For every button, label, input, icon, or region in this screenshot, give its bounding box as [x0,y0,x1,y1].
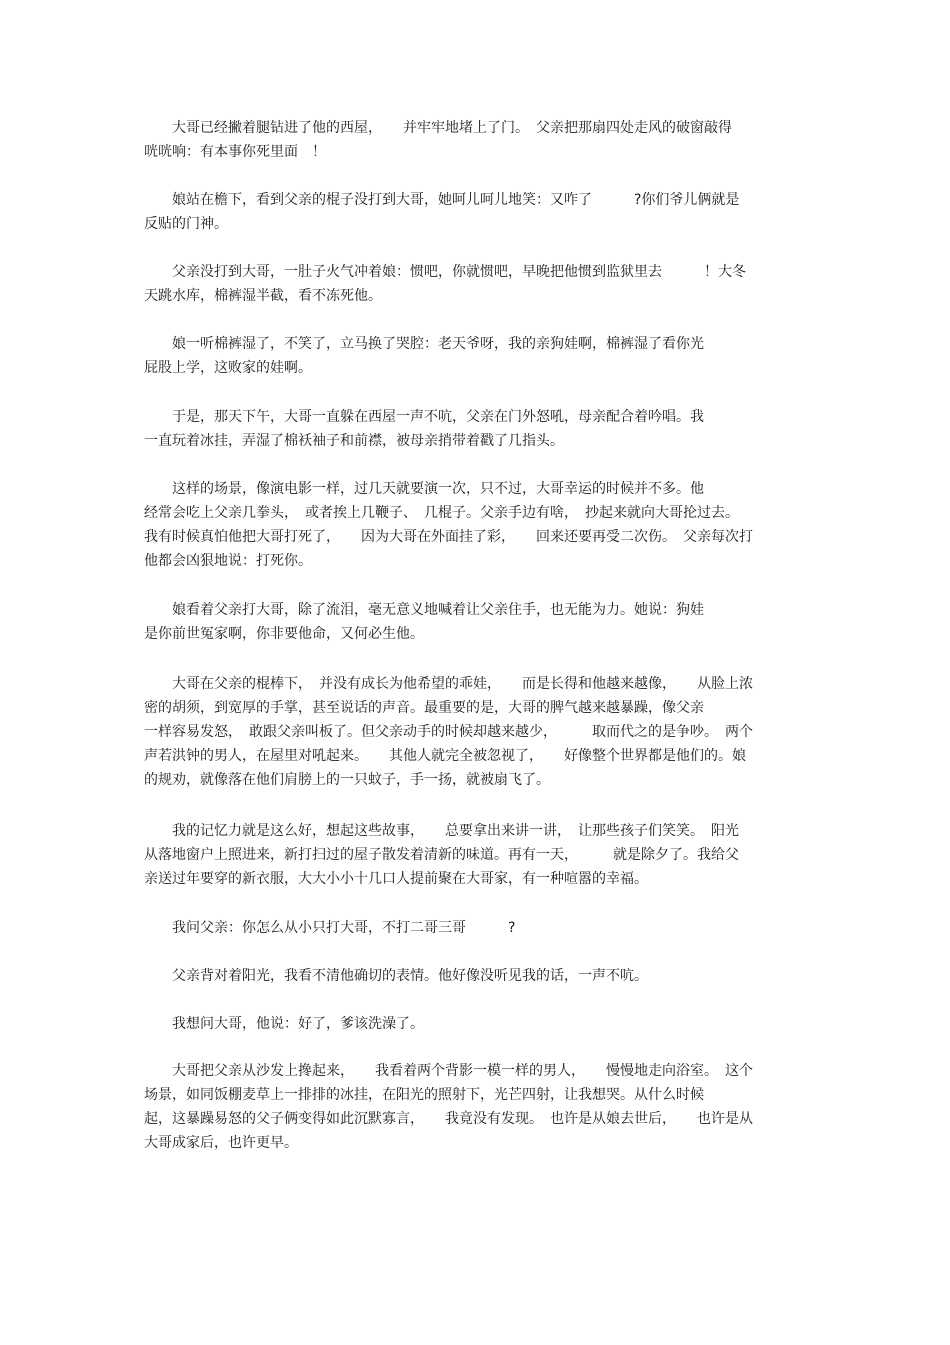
text-line: 屁股上学，这败家的娃啊。 [144,360,312,376]
text-line: 大哥把父亲从沙发上搀起来， 我看着两个背影一模一样的男人， 慢慢地走向浴室。 这个 [144,1063,753,1079]
text-line: 大哥已经撇着腿钻进了他的西屋， 并牢牢地堵上了门。 父亲把那扇四处走风的破窗敲得 [144,120,732,136]
text-line: 我想问大哥，他说：好了，爹该洗澡了。 [144,1016,424,1032]
text-line: 是你前世冤家啊，你非要他命，又何必生他。 [144,626,424,642]
text-line: 他都会凶狠地说：打死你。 [144,553,312,569]
paragraph-11 [144,964,648,988]
text-line: 娘站在檐下，看到父亲的棍子没打到大哥，她呵儿呵儿地笑：又咋了 ?你们爷儿俩就是 [144,192,740,208]
text-line: 亲送过年要穿的新衣服，大大小小十几口人提前聚在大哥家，有一种喧嚣的幸福。 [144,871,648,887]
text-line: 咣咣响：有本事你死里面 ！ [144,144,326,160]
paragraph-9 [144,819,739,891]
text-line: 大哥在父亲的棍棒下， 并没有成长为他希望的乖娃， 而是长得和他越来越像， 从脸上浓 [144,676,753,692]
paragraph-3 [144,260,746,308]
text-line: 娘一听棉裤湿了，不笑了，立马换了哭腔：老天爷呀，我的亲狗娃啊，棉裤湿了看你光 [144,336,704,352]
text-line: 的规劝，就像落在他们肩膀上的一只蚊子，手一扬，就被扇飞了。 [144,772,550,788]
text-line: 这样的场景，像演电影一样，过几天就要演一次，只不过，大哥幸运的时候并不多。他 [144,481,704,497]
text-line: 大哥成家后，也许更早。 [144,1135,298,1151]
text-line: 密的胡须，到宽厚的手掌，甚至说话的声音。最重要的是，大哥的脾气越来越暴躁，像父亲 [144,700,704,716]
text-line: 起，这暴躁易怒的父子俩变得如此沉默寡言， 我竟没有发现。 也许是从娘去世后， 也许是从 [144,1111,753,1127]
paragraph-10 [144,916,515,940]
text-line: 一直玩着冰挂，弄湿了棉袄袖子和前襟，被母亲捎带着戳了几指头。 [144,433,564,449]
text-line: 父亲没打到大哥，一肚子火气冲着娘：惯吧，你就惯吧，早晚把他惯到监狱里去 ！大冬 [144,264,746,280]
text-line: 声若洪钟的男人，在屋里对吼起来。 其他人就完全被忽视了， 好像整个世界都是他们的。娘 [144,748,746,764]
text-line: 我问父亲：你怎么从小只打大哥，不打二哥三哥 ? [144,920,516,936]
text-line: 于是，那天下午，大哥一直躲在西屋一声不吭，父亲在门外怒吼，母亲配合着吟唱。我 [144,409,704,425]
text-line: 经常会吃上父亲几拳头， 或者挨上几鞭子、 几棍子。父亲手边有啥， 抄起来就向大哥抡过去。 [144,505,739,521]
paragraph-5 [144,405,704,453]
text-line: 我的记忆力就是这么好，想起这些故事， 总要拿出来讲一讲， 让那些孩子们笑笑。 阳光 [144,823,739,839]
text-line: 从落地窗户上照进来，新打扫过的屋子散发着清新的味道。再有一天， 就是除夕了。我给父 [144,847,739,863]
paragraph-12 [144,1012,424,1036]
text-line: 反贴的门神。 [144,216,228,232]
text-line: 我有时候真怕他把大哥打死了， 因为大哥在外面挂了彩， 回来还要再受二次伤。 父亲每次打 [144,529,753,545]
paragraph-2 [144,188,739,236]
paragraph-7 [144,598,704,646]
paragraph-4 [144,332,704,380]
paragraph-8 [144,672,753,792]
text-line: 一样容易发怒， 敢跟父亲叫板了。但父亲动手的时候却越来越少， 取而代之的是争吵。 两个 [144,724,753,740]
paragraph-1 [144,116,732,164]
paragraph-13 [144,1059,753,1155]
text-line: 父亲背对着阳光，我看不清他确切的表情。他好像没听见我的话，一声不吭。 [144,968,648,984]
text-line: 娘看着父亲打大哥，除了流泪，毫无意义地喊着让父亲住手，也无能为力。她说：狗娃 [144,602,704,618]
text-line: 天跳水库，棉裤湿半截，看不冻死他。 [144,288,382,304]
paragraph-6 [144,477,753,573]
text-line: 场景，如同饭棚麦草上一排排的冰挂，在阳光的照射下，光芒四射，让我想哭。从什么时候 [144,1087,704,1103]
